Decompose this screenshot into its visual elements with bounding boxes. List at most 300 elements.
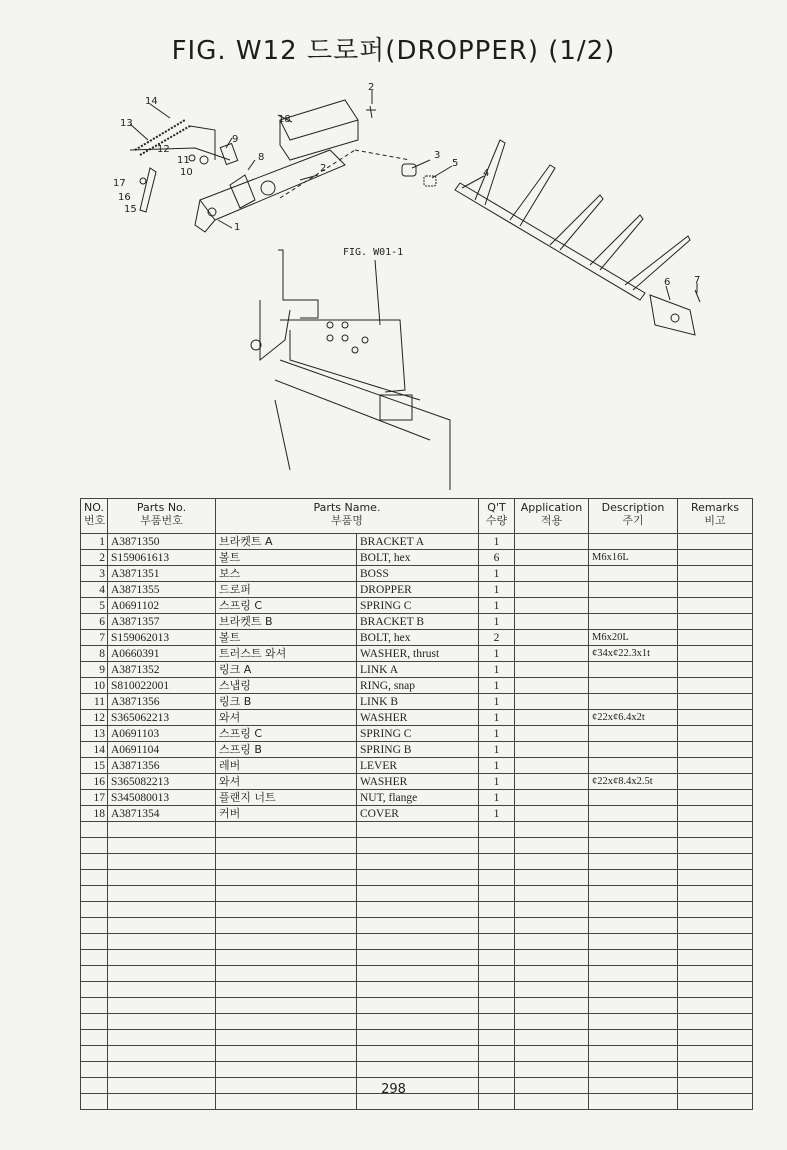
remarks <box>678 742 753 758</box>
row-number: 15 <box>81 758 108 774</box>
part-name-english: WASHER <box>357 774 479 790</box>
application <box>515 694 589 710</box>
header-parts-no: Parts No. 부품번호 <box>108 499 216 534</box>
part-number: A3871355 <box>108 582 216 598</box>
row-number: 17 <box>81 790 108 806</box>
blank-cell <box>479 934 515 950</box>
part-name-english: LINK A <box>357 662 479 678</box>
part-name-korean: 커버 <box>216 806 357 822</box>
blank-cell <box>357 1014 479 1030</box>
blank-cell <box>515 838 589 854</box>
blank-cell <box>479 838 515 854</box>
blank-cell <box>81 966 108 982</box>
row-number: 5 <box>81 598 108 614</box>
quantity: 1 <box>479 534 515 550</box>
quantity: 1 <box>479 678 515 694</box>
application <box>515 806 589 822</box>
quantity: 1 <box>479 806 515 822</box>
table-row <box>81 694 753 710</box>
blank-table-row <box>81 982 753 998</box>
blank-cell <box>81 934 108 950</box>
table-row <box>81 566 753 582</box>
blank-cell <box>515 1062 589 1078</box>
row-number: 4 <box>81 582 108 598</box>
blank-cell <box>589 902 678 918</box>
table-row <box>81 774 753 790</box>
blank-cell <box>81 1046 108 1062</box>
blank-cell <box>589 918 678 934</box>
table-row <box>81 614 753 630</box>
part-number: A3871356 <box>108 694 216 710</box>
part-name-korean: 스프링 B <box>216 742 357 758</box>
application <box>515 598 589 614</box>
blank-cell <box>589 982 678 998</box>
remarks <box>678 694 753 710</box>
description: ¢22x¢8.4x2.5t <box>589 774 678 790</box>
quantity: 1 <box>479 694 515 710</box>
blank-table-row <box>81 1030 753 1046</box>
blank-cell <box>479 918 515 934</box>
blank-cell <box>678 1046 753 1062</box>
blank-cell <box>216 982 357 998</box>
blank-table-row <box>81 998 753 1014</box>
application <box>515 742 589 758</box>
quantity: 1 <box>479 662 515 678</box>
callout-6: 6 <box>664 277 671 288</box>
blank-cell <box>357 870 479 886</box>
header-remarks: Remarks 비고 <box>678 499 753 534</box>
blank-cell <box>515 982 589 998</box>
part-number: S365062213 <box>108 710 216 726</box>
remarks <box>678 758 753 774</box>
quantity: 1 <box>479 646 515 662</box>
blank-cell <box>589 1062 678 1078</box>
description <box>589 806 678 822</box>
parts-table <box>80 498 753 1110</box>
blank-cell <box>216 998 357 1014</box>
part-name-korean: 드로퍼 <box>216 582 357 598</box>
blank-cell <box>479 1046 515 1062</box>
header-parts-name: Parts Name. 부품명 <box>216 499 479 534</box>
row-number: 14 <box>81 742 108 758</box>
part-number: A0691104 <box>108 742 216 758</box>
blank-cell <box>108 902 216 918</box>
quantity: 1 <box>479 582 515 598</box>
part-name-korean: 링크 B <box>216 694 357 710</box>
blank-cell <box>515 1030 589 1046</box>
part-number: A3871352 <box>108 662 216 678</box>
quantity: 1 <box>479 726 515 742</box>
description <box>589 614 678 630</box>
application <box>515 662 589 678</box>
part-name-korean: 보스 <box>216 566 357 582</box>
figure-reference: FIG. W01-1 <box>343 247 404 258</box>
blank-cell <box>515 950 589 966</box>
blank-cell <box>108 966 216 982</box>
description <box>589 678 678 694</box>
part-number: S365082213 <box>108 774 216 790</box>
table-row <box>81 550 753 566</box>
blank-cell <box>589 934 678 950</box>
header-no: NO. 번호 <box>81 499 108 534</box>
blank-cell <box>81 902 108 918</box>
remarks <box>678 646 753 662</box>
blank-cell <box>357 838 479 854</box>
quantity: 1 <box>479 614 515 630</box>
blank-cell <box>216 934 357 950</box>
table-row <box>81 806 753 822</box>
application <box>515 726 589 742</box>
blank-cell <box>108 982 216 998</box>
header-qty: Q'T 수량 <box>479 499 515 534</box>
callout-11: 11 <box>177 155 190 166</box>
blank-cell <box>108 886 216 902</box>
quantity: 1 <box>479 742 515 758</box>
blank-cell <box>357 854 479 870</box>
part-number: A0660391 <box>108 646 216 662</box>
blank-table-row <box>81 1014 753 1030</box>
application <box>515 582 589 598</box>
page-number: 298 <box>381 1082 406 1097</box>
part-number: A3871351 <box>108 566 216 582</box>
table-row <box>81 534 753 550</box>
blank-cell <box>216 822 357 838</box>
blank-cell <box>678 838 753 854</box>
row-number: 12 <box>81 710 108 726</box>
blank-cell <box>589 822 678 838</box>
part-name-english: SPRING C <box>357 598 479 614</box>
blank-cell <box>589 1014 678 1030</box>
callout-18: 18 <box>278 114 291 125</box>
callout-13: 13 <box>120 118 133 129</box>
callout-10: 10 <box>180 167 193 178</box>
blank-cell <box>589 1030 678 1046</box>
application <box>515 630 589 646</box>
blank-cell <box>678 1030 753 1046</box>
row-number: 18 <box>81 806 108 822</box>
blank-cell <box>357 998 479 1014</box>
blank-cell <box>108 854 216 870</box>
blank-cell <box>81 1030 108 1046</box>
part-number: S159062013 <box>108 630 216 646</box>
quantity: 1 <box>479 710 515 726</box>
blank-cell <box>515 966 589 982</box>
part-name-english: BOLT, hex <box>357 630 479 646</box>
part-name-korean: 와셔 <box>216 774 357 790</box>
table-row <box>81 662 753 678</box>
blank-cell <box>216 1062 357 1078</box>
blank-table-row <box>81 1062 753 1078</box>
table-row <box>81 790 753 806</box>
part-name-english: BRACKET A <box>357 534 479 550</box>
table-row <box>81 630 753 646</box>
row-number: 3 <box>81 566 108 582</box>
blank-cell <box>515 934 589 950</box>
blank-cell <box>216 966 357 982</box>
part-name-korean: 와셔 <box>216 710 357 726</box>
blank-cell <box>216 1030 357 1046</box>
page-title: FIG. W12 드로퍼(DROPPER) (1/2) <box>171 36 616 66</box>
quantity: 6 <box>479 550 515 566</box>
part-name-english: SPRING B <box>357 742 479 758</box>
remarks <box>678 630 753 646</box>
blank-cell <box>479 1062 515 1078</box>
blank-cell <box>216 838 357 854</box>
remarks <box>678 614 753 630</box>
remarks <box>678 550 753 566</box>
blank-cell <box>108 950 216 966</box>
callout-2: 2 <box>368 82 375 93</box>
blank-cell <box>515 870 589 886</box>
blank-cell <box>81 998 108 1014</box>
blank-cell <box>108 870 216 886</box>
part-name-korean: 스프링 C <box>216 726 357 742</box>
part-name-english: NUT, flange <box>357 790 479 806</box>
blank-cell <box>479 982 515 998</box>
blank-table-row <box>81 870 753 886</box>
table-row <box>81 646 753 662</box>
part-name-english: WASHER, thrust <box>357 646 479 662</box>
blank-cell <box>81 1062 108 1078</box>
part-number: A3871350 <box>108 534 216 550</box>
blank-cell <box>479 822 515 838</box>
remarks <box>678 726 753 742</box>
row-number: 13 <box>81 726 108 742</box>
blank-cell <box>81 982 108 998</box>
application <box>515 678 589 694</box>
table-header-row <box>81 499 753 534</box>
part-name-english: RING, snap <box>357 678 479 694</box>
part-name-korean: 레버 <box>216 758 357 774</box>
description <box>589 662 678 678</box>
part-name-english: COVER <box>357 806 479 822</box>
part-name-korean: 볼트 <box>216 550 357 566</box>
blank-cell <box>479 1014 515 1030</box>
remarks <box>678 534 753 550</box>
blank-cell <box>479 870 515 886</box>
blank-cell <box>479 966 515 982</box>
blank-cell <box>216 902 357 918</box>
blank-cell <box>515 854 589 870</box>
blank-cell <box>589 838 678 854</box>
table-row <box>81 742 753 758</box>
blank-cell <box>81 870 108 886</box>
application <box>515 774 589 790</box>
row-number: 11 <box>81 694 108 710</box>
blank-cell <box>357 822 479 838</box>
blank-table-row <box>81 838 753 854</box>
description: ¢22x¢6.4x2t <box>589 710 678 726</box>
callout-16: 16 <box>118 192 131 203</box>
row-number: 1 <box>81 534 108 550</box>
blank-cell <box>515 902 589 918</box>
part-number: A0691102 <box>108 598 216 614</box>
description: M6x16L <box>589 550 678 566</box>
blank-cell <box>589 854 678 870</box>
blank-cell <box>108 1014 216 1030</box>
blank-cell <box>357 902 479 918</box>
blank-cell <box>515 1014 589 1030</box>
header-description: Description 주기 <box>589 499 678 534</box>
row-number: 2 <box>81 550 108 566</box>
table-row <box>81 598 753 614</box>
blank-cell <box>357 934 479 950</box>
remarks <box>678 790 753 806</box>
blank-cell <box>108 1030 216 1046</box>
callout-15: 15 <box>124 204 137 215</box>
application <box>515 534 589 550</box>
blank-cell <box>108 934 216 950</box>
remarks <box>678 678 753 694</box>
blank-cell <box>216 854 357 870</box>
part-number: A3871357 <box>108 614 216 630</box>
blank-cell <box>515 918 589 934</box>
blank-cell <box>108 918 216 934</box>
part-name-english: SPRING C <box>357 726 479 742</box>
blank-cell <box>589 1046 678 1062</box>
blank-cell <box>357 966 479 982</box>
part-name-english: BRACKET B <box>357 614 479 630</box>
remarks <box>678 566 753 582</box>
callout-14: 14 <box>145 96 158 107</box>
callout-3: 3 <box>434 150 441 161</box>
blank-table-row <box>81 918 753 934</box>
remarks <box>678 774 753 790</box>
row-number: 8 <box>81 646 108 662</box>
part-name-english: BOSS <box>357 566 479 582</box>
blank-cell <box>108 1062 216 1078</box>
blank-cell <box>108 822 216 838</box>
description <box>589 582 678 598</box>
part-name-english: LEVER <box>357 758 479 774</box>
blank-cell <box>515 886 589 902</box>
blank-cell <box>216 886 357 902</box>
description <box>589 534 678 550</box>
blank-table-row <box>81 950 753 966</box>
part-number: A3871356 <box>108 758 216 774</box>
callout-2b: 2 <box>320 163 327 174</box>
description <box>589 694 678 710</box>
blank-cell <box>678 886 753 902</box>
blank-cell <box>515 822 589 838</box>
description <box>589 726 678 742</box>
blank-cell <box>216 918 357 934</box>
blank-cell <box>357 1062 479 1078</box>
blank-cell <box>357 886 479 902</box>
quantity: 1 <box>479 774 515 790</box>
remarks <box>678 806 753 822</box>
part-name-english: WASHER <box>357 710 479 726</box>
blank-cell <box>678 950 753 966</box>
blank-cell <box>479 950 515 966</box>
blank-cell <box>81 854 108 870</box>
description <box>589 598 678 614</box>
blank-cell <box>678 870 753 886</box>
header-application: Application 적용 <box>515 499 589 534</box>
quantity: 1 <box>479 566 515 582</box>
table-row <box>81 758 753 774</box>
blank-table-row <box>81 822 753 838</box>
table-row <box>81 710 753 726</box>
part-name-korean: 스냅링 <box>216 678 357 694</box>
blank-cell <box>479 886 515 902</box>
row-number: 9 <box>81 662 108 678</box>
blank-cell <box>357 950 479 966</box>
blank-cell <box>515 998 589 1014</box>
quantity: 2 <box>479 630 515 646</box>
blank-cell <box>589 950 678 966</box>
blank-cell <box>81 822 108 838</box>
blank-table-row <box>81 934 753 950</box>
blank-cell <box>678 998 753 1014</box>
blank-cell <box>216 950 357 966</box>
blank-cell <box>216 870 357 886</box>
blank-cell <box>357 1046 479 1062</box>
callout-8: 8 <box>258 152 265 163</box>
parts-table-body <box>81 534 753 1110</box>
blank-cell <box>515 1046 589 1062</box>
blank-cell <box>678 854 753 870</box>
description <box>589 566 678 582</box>
blank-cell <box>81 1014 108 1030</box>
application <box>515 550 589 566</box>
blank-cell <box>479 998 515 1014</box>
blank-cell <box>678 902 753 918</box>
blank-table-row <box>81 854 753 870</box>
callout-17: 17 <box>113 178 126 189</box>
blank-cell <box>678 822 753 838</box>
quantity: 1 <box>479 790 515 806</box>
application <box>515 758 589 774</box>
blank-cell <box>81 950 108 966</box>
part-name-korean: 볼트 <box>216 630 357 646</box>
callout-4: 4 <box>483 168 490 179</box>
application <box>515 614 589 630</box>
callout-12: 12 <box>157 144 170 155</box>
callout-7: 7 <box>694 275 701 286</box>
row-number: 10 <box>81 678 108 694</box>
part-name-korean: 링크 A <box>216 662 357 678</box>
remarks <box>678 582 753 598</box>
table-row <box>81 726 753 742</box>
part-name-english: LINK B <box>357 694 479 710</box>
description <box>589 758 678 774</box>
remarks <box>678 598 753 614</box>
blank-cell <box>479 1030 515 1046</box>
part-number: A3871354 <box>108 806 216 822</box>
blank-cell <box>216 1046 357 1062</box>
application <box>515 566 589 582</box>
blank-cell <box>678 1014 753 1030</box>
table-row <box>81 582 753 598</box>
blank-cell <box>678 934 753 950</box>
description <box>589 790 678 806</box>
blank-cell <box>108 998 216 1014</box>
blank-cell <box>81 838 108 854</box>
part-number: S159061613 <box>108 550 216 566</box>
callout-1: 1 <box>234 222 241 233</box>
blank-cell <box>589 998 678 1014</box>
part-number: S345080013 <box>108 790 216 806</box>
row-number: 7 <box>81 630 108 646</box>
callout-5: 5 <box>452 158 459 169</box>
blank-table-row <box>81 902 753 918</box>
description: ¢34x¢22.3x1t <box>589 646 678 662</box>
blank-cell <box>357 918 479 934</box>
blank-cell <box>678 918 753 934</box>
blank-cell <box>81 918 108 934</box>
description: M6x20L <box>589 630 678 646</box>
